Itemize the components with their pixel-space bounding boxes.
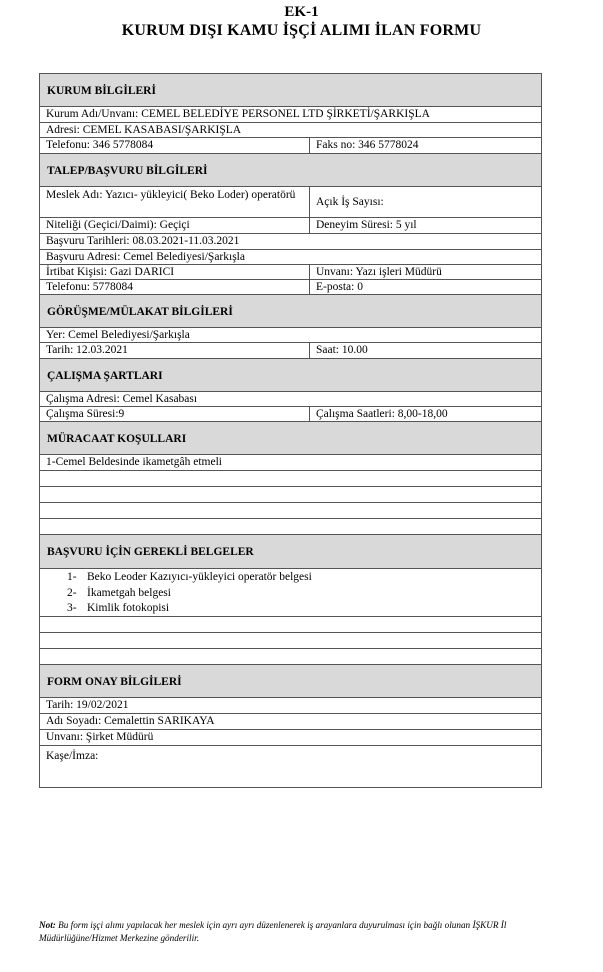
section-onay-heading: FORM ONAY BİLGİLERİ	[40, 665, 541, 698]
talep-irtibat: İrtibat Kişisi: Gazi DARICI	[40, 265, 310, 279]
muracaat-empty-row	[40, 503, 541, 518]
talep-meslek: Meslek Adı: Yazıcı- yükleyici( Beko Loder) operatörü	[40, 187, 310, 217]
list-item: 1- Beko Leoder Kazıyıcı-yükleyici operatör belgesi	[67, 571, 312, 583]
list-item: 2- İkametgah belgesi	[67, 586, 171, 599]
talep-acik-is: Açık İş Sayısı:	[316, 196, 384, 208]
gorusme-saat: Saat: 10.00	[316, 344, 368, 356]
form-title: KURUM DIŞI KAMU İŞÇİ ALIMI İLAN FORMU	[121, 22, 482, 39]
talep-telefon: Telefonu: 5778084	[40, 280, 310, 294]
kurum-faks: Faks no: 346 5778024	[316, 139, 419, 151]
talep-unvan: Unvanı: Yazı işleri Müdürü	[316, 266, 442, 278]
muracaat-empty-row	[40, 471, 541, 486]
section-muracaat-heading: MÜRACAAT KOŞULLARI	[40, 422, 541, 455]
footnote	[39, 919, 549, 945]
section-talep-heading: TALEP/BAŞVURU BİLGİLERİ	[40, 154, 541, 187]
onay-tarih: Tarih: 19/02/2021	[46, 699, 129, 711]
talep-eposta: E-posta: 0	[316, 281, 363, 293]
muracaat-item: 1-Cemel Beldesinde ikametgâh etmeli	[46, 456, 222, 468]
belgeler-empty-row	[40, 633, 541, 648]
kurum-adres: Adresi: CEMEL KASABASI/ŞARKIŞLA	[46, 124, 242, 136]
talep-deneyim: Deneyim Süresi: 5 yıl	[316, 219, 417, 231]
footnote-text: Bu form işçi alımı yapılacak her meslek için ayrı ayrı düzenlenerek iş arayanlara duyurulması için bağlı olunan İŞKUR İl Müdürlüğüne/Hizmet Merkezine gönderilir.	[39, 920, 507, 943]
muracaat-empty-row	[40, 487, 541, 502]
section-kurum-heading: KURUM BİLGİLERİ	[40, 74, 541, 107]
list-item: 3- Kimlik fotokopisi	[67, 602, 170, 614]
section-calisma-heading: ÇALIŞMA ŞARTLARI	[40, 359, 541, 392]
belgeler-empty-row	[40, 617, 541, 632]
muracaat-empty-row	[40, 519, 541, 534]
section-gorusme-heading: GÖRÜŞME/MÜLAKAT BİLGİLERİ	[40, 295, 541, 328]
onay-unvan: Unvanı: Şirket Müdürü	[46, 731, 154, 743]
talep-niteligi: Niteliği (Geçici/Daimi): Geçiçi	[40, 218, 310, 233]
onay-adsoyad: Adı Soyadı: Cemalettin SARIKAYA	[46, 715, 215, 727]
calisma-adres: Çalışma Adresi: Cemel Kasabası	[46, 393, 198, 405]
calisma-saatler: Çalışma Saatleri: 8,00-18,00	[316, 408, 448, 420]
onay-kase-imza: Kaşe/İmza:	[46, 750, 99, 762]
talep-adres: Başvuru Adresi: Cemel Belediyesi/Şarkışla	[46, 251, 245, 263]
calisma-sure: Çalışma Süresi:9	[40, 407, 310, 421]
kurum-telefon: Telefonu: 346 5778084	[40, 138, 310, 153]
job-posting-form	[39, 73, 542, 788]
kurum-adi: Kurum Adı/Unvanı: CEMEL BELEDİYE PERSONEL LTD ŞİRKETİ/ŞARKIŞLA	[46, 108, 430, 120]
belgeler-list	[40, 570, 312, 616]
section-belgeler-heading: BAŞVURU İÇİN GEREKLİ BELGELER	[40, 535, 541, 569]
belgeler-empty-row	[40, 649, 541, 664]
footnote-label: Not:	[39, 920, 56, 930]
gorusme-yer: Yer: Cemel Belediyesi/Şarkışla	[46, 329, 190, 341]
annex-label: EK-1	[284, 4, 319, 20]
talep-tarihler: Başvuru Tarihleri: 08.03.2021-11.03.2021	[46, 235, 240, 247]
gorusme-tarih: Tarih: 12.03.2021	[40, 343, 310, 358]
